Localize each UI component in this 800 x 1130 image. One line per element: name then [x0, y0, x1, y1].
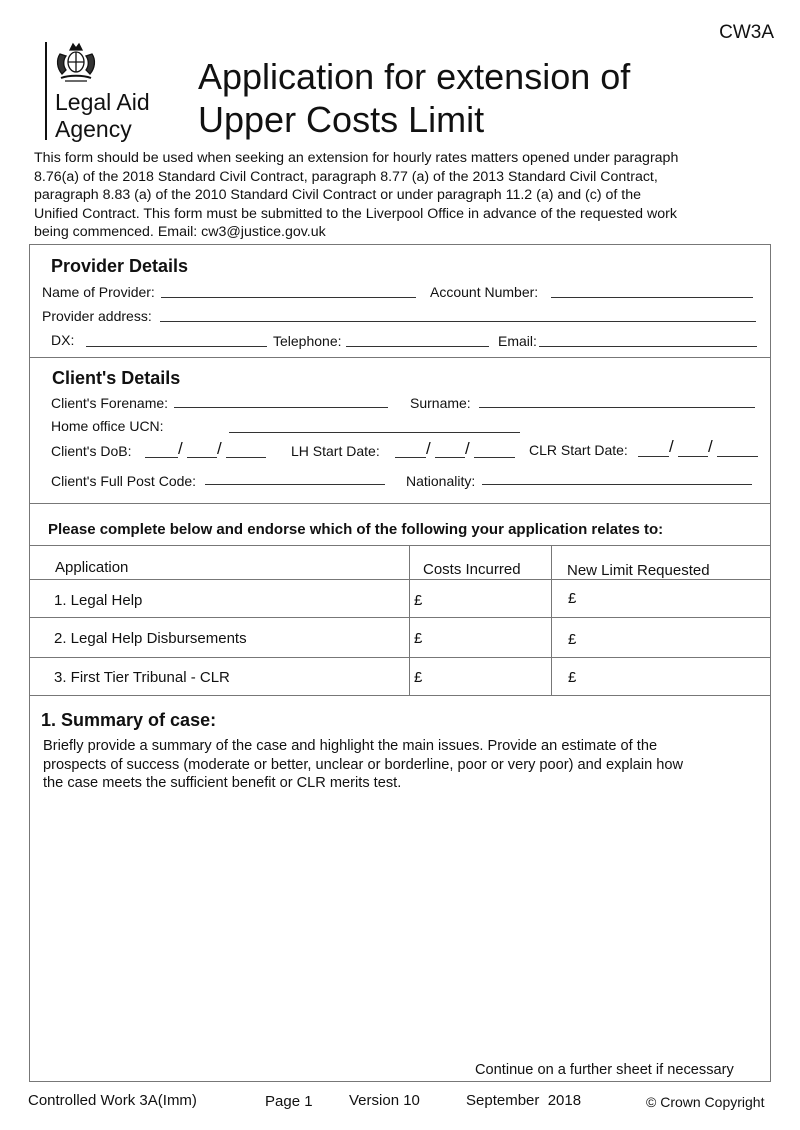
- intro-line: This form should be used when seeking an extension for hourly rates matters opened under paragraph: [34, 150, 679, 166]
- row-label-first-tier-tribunal: 3. First Tier Tribunal - CLR: [54, 669, 230, 686]
- nationality-field[interactable]: [482, 484, 752, 485]
- telephone-label: Telephone:: [273, 333, 342, 349]
- table-top-border: [29, 545, 771, 546]
- currency-symbol: £: [414, 592, 423, 609]
- summary-instruction-line: the case meets the sufficient benefit or CLR merits test.: [43, 775, 402, 792]
- account-number-label: Account Number:: [430, 284, 539, 300]
- lh-start-date-label: LH Start Date:: [291, 443, 380, 459]
- costs-incurred-input[interactable]: [428, 584, 546, 612]
- date-separator: /: [426, 439, 431, 458]
- telephone-field[interactable]: [346, 346, 489, 347]
- client-postcode-field[interactable]: [205, 484, 385, 485]
- new-limit-input[interactable]: [582, 622, 762, 652]
- account-number-field[interactable]: [551, 297, 753, 298]
- column-header-new-limit: New Limit Requested: [567, 562, 710, 579]
- surname-label: Surname:: [410, 395, 471, 411]
- currency-symbol: £: [568, 631, 577, 648]
- provider-address-field[interactable]: [160, 321, 756, 322]
- application-instruction: Please complete below and endorse which of the following your application relates to:: [48, 521, 664, 538]
- intro-line: 8.76(a) of the 2018 Standard Civil Contract, paragraph 8.77 (a) of the 2013 Standard Civil Contract,: [34, 168, 658, 185]
- page-title-line2: Upper Costs Limit: [198, 99, 485, 140]
- footer-version: Version 10: [349, 1092, 420, 1109]
- dx-label: DX:: [51, 332, 75, 348]
- currency-symbol: £: [414, 669, 423, 686]
- clr-start-month-field[interactable]: [678, 456, 708, 457]
- clr-start-year-field[interactable]: [717, 456, 758, 457]
- lh-start-year-field[interactable]: [474, 457, 515, 458]
- costs-incurred-input[interactable]: [428, 622, 546, 652]
- currency-symbol: £: [568, 590, 577, 607]
- surname-field[interactable]: [479, 407, 755, 408]
- new-limit-input[interactable]: [582, 662, 762, 690]
- date-separator: /: [217, 439, 222, 458]
- client-details-heading: Client's Details: [52, 368, 181, 388]
- provider-details-heading: Provider Details: [51, 256, 189, 276]
- clr-start-date-label: CLR Start Date:: [529, 442, 628, 458]
- footer-form-name: Controlled Work 3A(Imm): [28, 1092, 197, 1109]
- dx-field[interactable]: [86, 346, 267, 347]
- currency-symbol: £: [568, 669, 577, 686]
- summary-text-area[interactable]: [36, 800, 764, 1050]
- provider-address-label: Provider address:: [42, 308, 152, 324]
- continue-note: Continue on a further sheet if necessary: [475, 1062, 734, 1078]
- client-dob-label: Client's DoB:: [51, 443, 132, 459]
- intro-line: being commenced. Email: cw3@justice.gov.uk: [34, 224, 326, 241]
- summary-instruction-line: prospects of success (moderate or better, unclear or borderline, poor or very poor) and explain how: [43, 756, 684, 773]
- row-label-legal-help-disbursements: 2. Legal Help Disbursements: [54, 630, 247, 647]
- home-office-ucn-field[interactable]: [229, 432, 520, 433]
- clr-start-day-field[interactable]: [638, 456, 669, 457]
- summary-instructions: [43, 737, 683, 793]
- intro-paragraph: [34, 149, 678, 242]
- table-column-divider: [409, 545, 410, 695]
- client-postcode-label: Client's Full Post Code:: [51, 473, 197, 489]
- intro-line: paragraph 8.83 (a) of the 2010 Standard Civil Contract or under paragraph 11.2 (a) and (c) of the: [34, 187, 642, 204]
- dob-day-field[interactable]: [145, 457, 178, 458]
- provider-name-field[interactable]: [161, 297, 416, 298]
- intro-line: Unified Contract. This form must be submitted to the Liverpool Office in advance of the requested work: [34, 205, 677, 222]
- client-forename-field[interactable]: [174, 407, 388, 408]
- provider-name-label: Name of Provider:: [42, 284, 155, 300]
- email-label: Email:: [498, 333, 537, 349]
- page-title-line1: Application for extension of: [198, 56, 631, 97]
- client-forename-label: Client's Forename:: [51, 395, 169, 411]
- summary-heading: 1. Summary of case:: [41, 710, 217, 730]
- date-separator: /: [669, 437, 674, 456]
- royal-crest-logo: [53, 40, 99, 84]
- section-divider: [29, 357, 771, 358]
- form-code: CW3A: [719, 22, 774, 43]
- lh-start-month-field[interactable]: [435, 457, 465, 458]
- table-row-border: [29, 657, 771, 658]
- date-separator: /: [178, 439, 183, 458]
- logo-divider: [45, 42, 47, 140]
- section-divider: [29, 503, 771, 504]
- footer-page-number: Page 1: [265, 1093, 313, 1110]
- table-header-border: [29, 579, 771, 580]
- table-bottom-border: [29, 695, 771, 696]
- costs-incurred-input[interactable]: [428, 662, 546, 690]
- footer-copyright: © Crown Copyright: [646, 1094, 765, 1110]
- table-row-border: [29, 617, 771, 618]
- agency-name-line2: Agency: [55, 116, 132, 142]
- row-label-legal-help: 1. Legal Help: [54, 592, 143, 609]
- agency-name-line1: Legal Aid: [55, 89, 150, 115]
- new-limit-input[interactable]: [582, 584, 762, 612]
- dob-year-field[interactable]: [226, 457, 266, 458]
- column-header-application: Application: [55, 559, 129, 576]
- dob-month-field[interactable]: [187, 457, 217, 458]
- currency-symbol: £: [414, 630, 423, 647]
- date-separator: /: [465, 439, 470, 458]
- email-field[interactable]: [539, 346, 757, 347]
- summary-instruction-line: Briefly provide a summary of the case and highlight the main issues. Provide an estimate of the: [43, 738, 658, 754]
- nationality-label: Nationality:: [406, 473, 476, 489]
- lh-start-day-field[interactable]: [395, 457, 426, 458]
- footer-date: September 2018: [466, 1092, 582, 1109]
- home-office-ucn-label: Home office UCN:: [51, 418, 164, 434]
- table-column-divider: [551, 545, 552, 695]
- column-header-costs-incurred: Costs Incurred: [423, 561, 521, 578]
- date-separator: /: [708, 437, 713, 456]
